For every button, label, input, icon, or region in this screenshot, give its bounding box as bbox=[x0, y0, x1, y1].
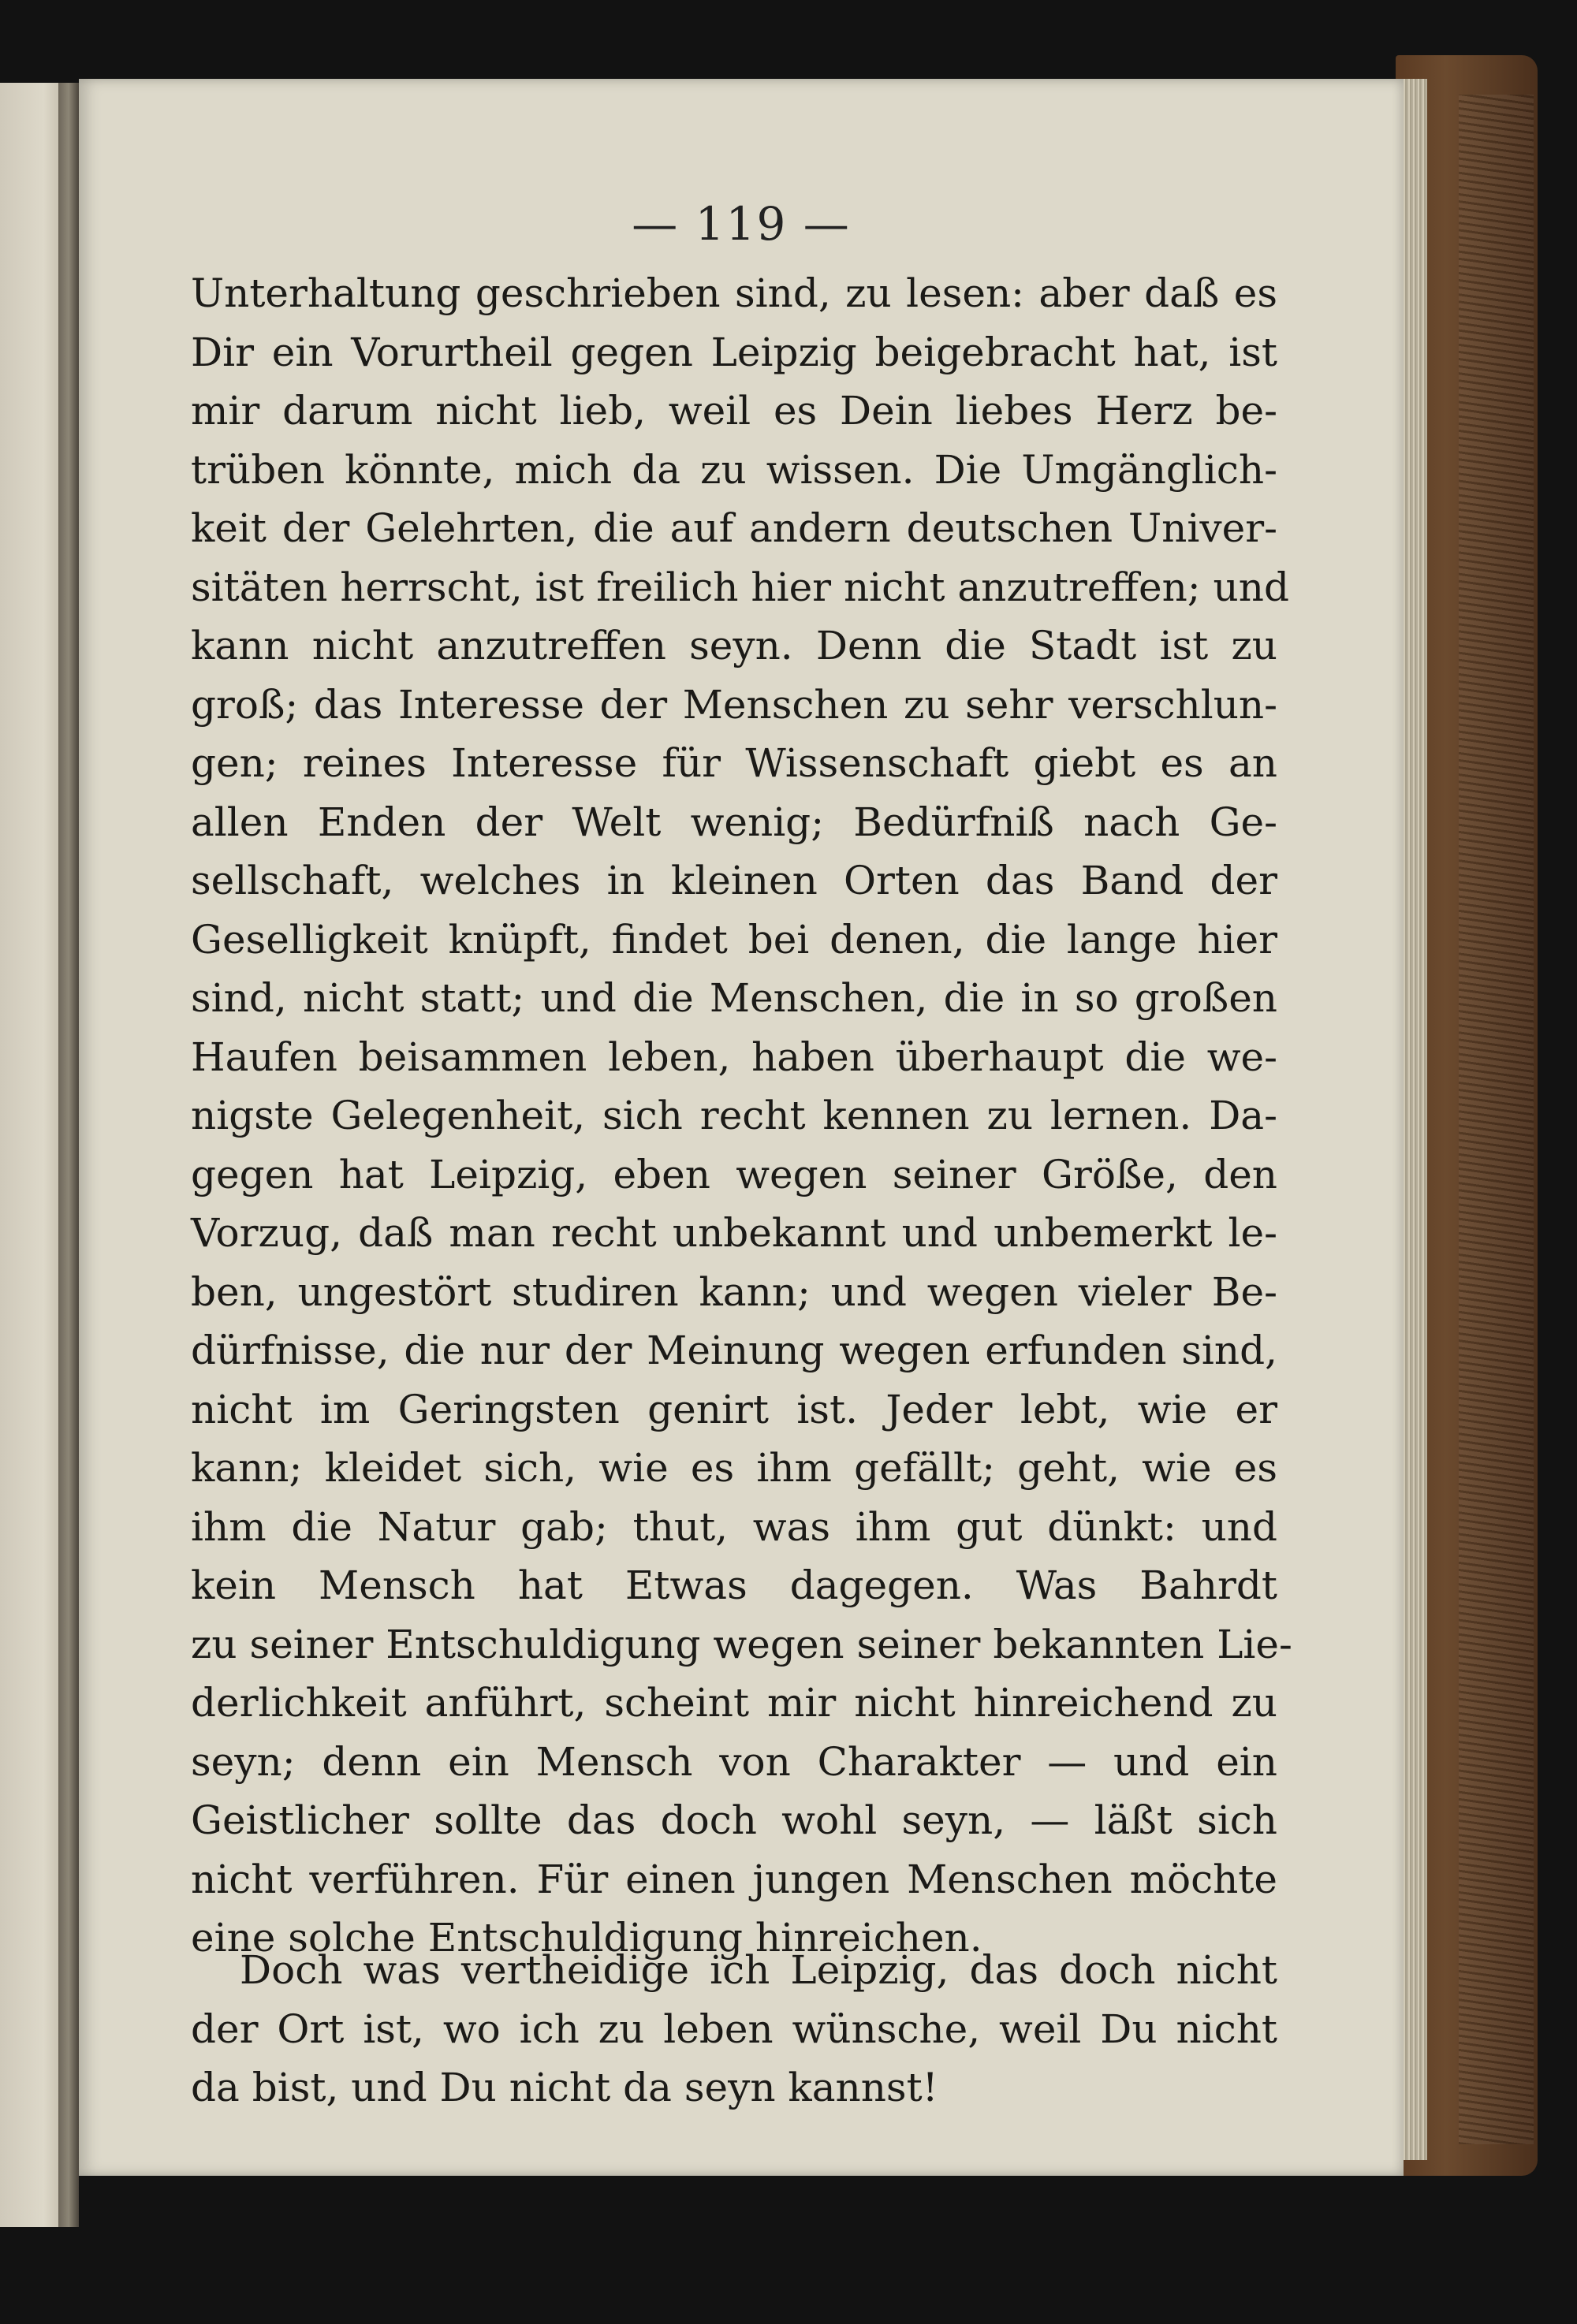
text-line: derlichkeit anführt, scheint mir nicht hinreichend zu bbox=[191, 1680, 1277, 1726]
paragraph-1 bbox=[191, 264, 1292, 1968]
text-line: sind, nicht statt; und die Menschen, die in so großen bbox=[191, 975, 1277, 1021]
text-line: nigste Gelegenheit, sich recht kennen zu lernen. Da- bbox=[191, 1093, 1277, 1138]
text-line: der Ort ist, wo ich zu leben wünsche, weil Du nicht bbox=[191, 2006, 1277, 2052]
text-line: ben, ungestört studiren kann; und wegen vieler Be- bbox=[191, 1268, 1277, 1315]
page-number: — 119 — bbox=[632, 197, 851, 251]
text-line: Doch was vertheidige ich Leipzig, das doch nicht bbox=[240, 1947, 1277, 1993]
text-line: zu seiner Entschuldigung wegen seiner bekannten Lie- bbox=[191, 1621, 1292, 1667]
text-line: trüben könnte, mich da zu wissen. Die Umgänglich- bbox=[191, 446, 1277, 493]
text-line: Unterhaltung geschrieben sind, zu lesen: aber daß es bbox=[191, 270, 1277, 316]
text-line: sellschaft, welches in kleinen Orten das Band der bbox=[191, 858, 1277, 903]
text-line: groß; das Interesse der Menschen zu sehr verschlun- bbox=[191, 681, 1277, 728]
cover-texture bbox=[1459, 95, 1534, 2144]
text-line: kann; kleidet sich, wie es ihm gefällt; geht, wie es bbox=[191, 1445, 1277, 1491]
text-line: dürfnisse, die nur der Meinung wegen erfunden sind, bbox=[191, 1328, 1277, 1373]
text-line: allen Enden der Welt wenig; Bedürfniß nach Ge- bbox=[191, 799, 1277, 845]
text-line: da bist, und Du nicht da seyn kannst! bbox=[191, 2065, 938, 2110]
text-line: kein Mensch hat Etwas dagegen. Was Bahrdt bbox=[191, 1562, 1277, 1608]
text-line: Dir ein Vorurtheil gegen Leipzig beigebracht hat, ist bbox=[191, 329, 1277, 375]
paragraph-2 bbox=[191, 1941, 1277, 2117]
text-line: nicht verführen. Für einen jungen Menschen möchte bbox=[191, 1856, 1277, 1902]
text-line: ihm die Natur gab; thut, was ihm gut dünkt: und bbox=[191, 1503, 1277, 1550]
text-line: kann nicht anzutreffen seyn. Denn die Stadt ist zu bbox=[191, 623, 1277, 669]
left-page-edge bbox=[58, 83, 79, 2227]
text-line: gegen hat Leipzig, eben wegen seiner Größe, den bbox=[191, 1151, 1277, 1197]
text-line: Vorzug, daß man recht unbekannt und unbemerkt le- bbox=[191, 1210, 1277, 1256]
text-line: nicht im Geringsten genirt ist. Jeder lebt, wie er bbox=[191, 1386, 1277, 1432]
text-line: Geselligkeit knüpft, findet bei denen, die lange hier bbox=[191, 916, 1277, 963]
text-line: mir darum nicht lieb, weil es Dein liebes Herz be- bbox=[191, 388, 1277, 434]
text-line: gen; reines Interesse für Wissenschaft giebt es an bbox=[191, 740, 1277, 786]
text-line: Geistlicher sollte das doch wohl seyn, — läßt sich bbox=[191, 1797, 1277, 1843]
book-page bbox=[79, 79, 1404, 2176]
text-line: eine solche Entschuldigung hinreichen. bbox=[191, 1915, 982, 1961]
text-line: sitäten herrscht, ist freilich hier nicht anzutreffen; und bbox=[191, 564, 1289, 610]
text-line: keit der Gelehrten, die auf andern deutschen Univer- bbox=[191, 505, 1277, 551]
text-line: Haufen beisammen leben, haben überhaupt die we- bbox=[191, 1034, 1277, 1080]
text-line: seyn; denn ein Mensch von Charakter — und ein bbox=[191, 1738, 1277, 1785]
